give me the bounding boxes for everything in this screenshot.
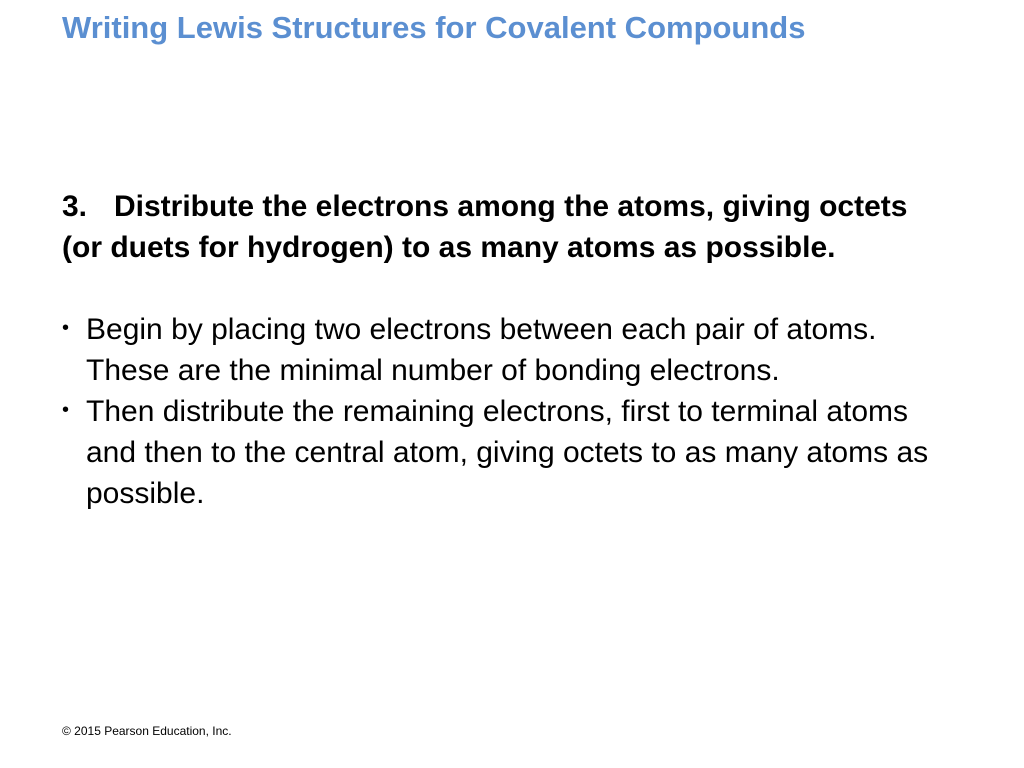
step-text: Distribute the electrons among the atoms, giving octets (or duets for hydrogen) to as many atoms as possible. (62, 190, 908, 264)
bullet-text: Then distribute the remaining electrons, first to terminal atoms and then to the central atom, giving octets to as many atoms as possible. (86, 395, 929, 510)
slide-title: Writing Lewis Structures for Covalent Compounds (62, 10, 806, 45)
step-heading (62, 186, 942, 268)
bullet-text: Begin by placing two electrons between each pair of atoms. These are the minimal number of bonding electrons. (86, 313, 877, 387)
bullet-list (62, 309, 962, 514)
bullet-icon: • (62, 317, 70, 339)
step-number: 3. (62, 190, 88, 223)
bullet-item (62, 391, 962, 514)
bullet-icon: • (62, 399, 70, 421)
copyright-notice: © 2015 Pearson Education, Inc. (62, 724, 232, 738)
bullet-item (62, 309, 962, 391)
